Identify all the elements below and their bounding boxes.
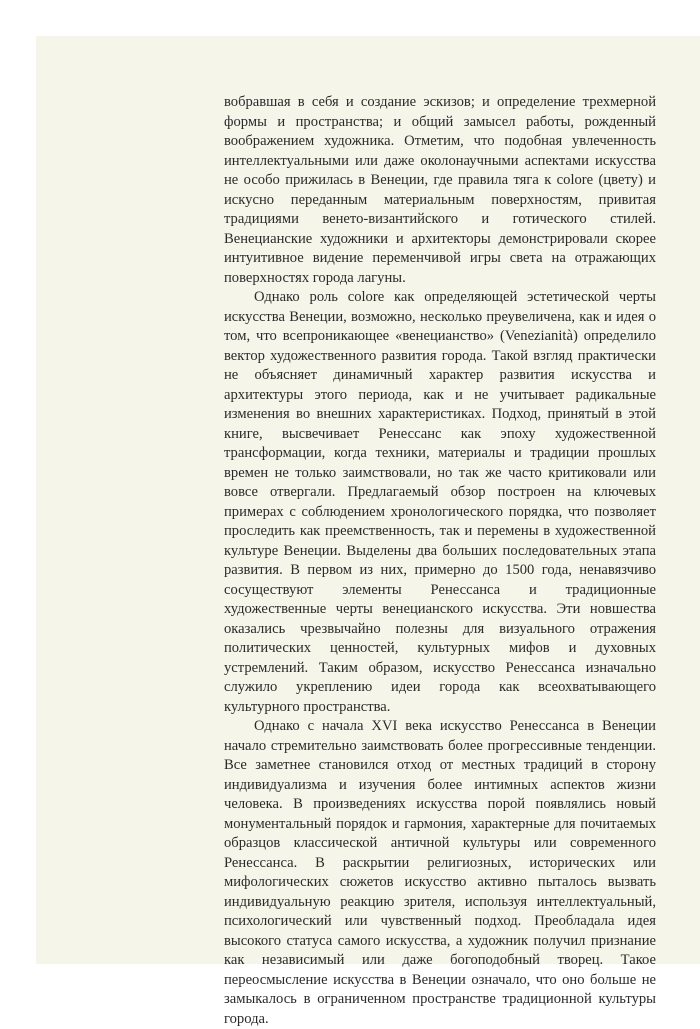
body-text [224,93,656,1029]
paragraph-2: Однако роль colore как определяющей эстетической черты искусства Венеции, возможно, несколько преувеличена, как и идея о том, что всепроникающее «венецианство» (Venezianità) определило вектор художественного развития города. Такой взгляд практически не объясняет динамичный характер развития искусства и архитектуры этого периода, как и не учитывает радикальные изменения во внешних характеристиках. Подход, принятый в этой книге, высвечивает Ренессанс как эпоху художественной трансформации, когда техники, материалы и традиции прошлых времен не только заимствовали, но так же часто критиковали или вовсе отвергали. Предлагаемый обзор построен на ключевых примерах с соблюдением хронологического порядка, что позволяет проследить как преемственность, так и перемены в художественной культуре Венеции. Выделены два больших последовательных этапа развития. В первом из них, примерно до 1500 года, ненавязчиво сосуществуют элементы Ренессанса и традиционные художественные черты венецианского искусства. Эти новшества оказались чрезвычайно полезны для визуального отражения политических ценностей, культурных мифов и духовных устремлений. Таким образом, искусство Ренессанса изначально служило укреплению идеи города как всеохватывающего культурного пространства. [224,289,656,715]
book-page [36,36,700,1027]
paragraph-3: Однако с начала XVI века искусство Ренессанса в Венеции начало стремительно заимствовать более прогрессивные тенденции. Все заметнее становился отход от местных традиций в сторону индивидуализма и изучения более интимных аспектов жизни человека. В произведениях искусства порой появлялись новый монументальный порядок и гармония, характерные для почитаемых образцов классической античной культуры или современного Ренессанса. В раскрытии религиозных, исторических или мифологических сюжетов искусство активно пыталось вызвать индивидуальную реакцию зрителя, используя интеллектуальный, психологический или чувственный подход. Преобладала идея высокого статуса самого искусства, а художник получил признание как независимый или даже богоподобный творец. Такое переосмысление искусства в Венеции означало, что оно больше не замыкалось в ограниченном пространстве традиционной культуры города. [224,718,656,1027]
paragraph-1: вобравшая в себя и создание эскизов; и определение трехмерной формы и пространства; и общий замысел работы, рожденный воображением художника. Отметим, что подобная увлеченность интеллектуальными или даже околонаучными аспектами искусства не особо прижилась в Венеции, где правила тяга к colore (цвету) и искусно переданным материальным поверхностям, привитая традициями венето-византийского и готического стилей. Венецианские художники и архитекторы демонстрировали скорее интуитивное видение переменчивой игры света на отражающих поверхностях города лагуны. [224,94,656,286]
